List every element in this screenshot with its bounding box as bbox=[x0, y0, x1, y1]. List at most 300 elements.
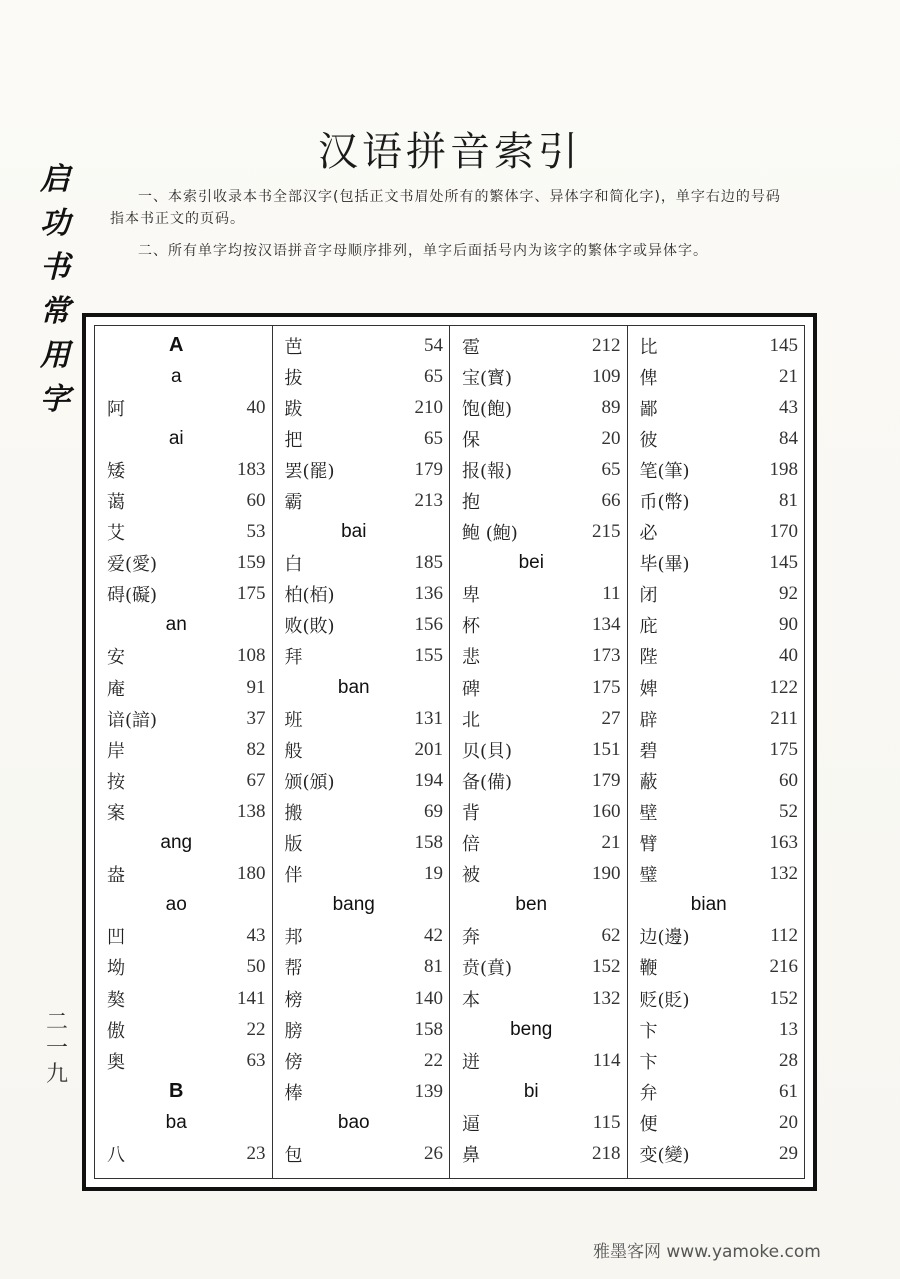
index-entry bbox=[462, 1045, 621, 1076]
intro-paragraph: 二、所有单字均按汉语拼音字母顺序排列，单字后面括号内为该字的繁体字或异体字。 bbox=[138, 243, 708, 259]
index-entry-char: 鲍 (鮑) bbox=[462, 523, 518, 545]
index-entry-page: 179 bbox=[414, 458, 443, 480]
index-entry bbox=[285, 454, 444, 485]
index-entry-char: 榜 bbox=[284, 989, 303, 1011]
index-entry-char: 雹 bbox=[462, 336, 480, 358]
index-entry-char: 班 bbox=[284, 709, 303, 731]
index-entry bbox=[462, 703, 621, 734]
index-entry bbox=[462, 423, 621, 454]
index-entry bbox=[285, 361, 444, 392]
index-entry-char: 杯 bbox=[462, 616, 480, 638]
index-entry-page: 54 bbox=[424, 334, 443, 356]
index-entry bbox=[462, 983, 621, 1014]
index-entry-page: 155 bbox=[414, 645, 443, 667]
index-entry-char: 笔(筆) bbox=[639, 460, 690, 482]
index-entry-page: 112 bbox=[770, 925, 798, 947]
index-entry-char: 彼 bbox=[639, 429, 658, 451]
side-title bbox=[38, 158, 72, 422]
index-entry bbox=[640, 423, 799, 454]
index-entry bbox=[285, 610, 444, 641]
index-entry-char: 迸 bbox=[462, 1051, 480, 1073]
index-entry-char: 庇 bbox=[639, 616, 658, 638]
index-entry bbox=[462, 517, 621, 548]
index-entry-page: 145 bbox=[769, 552, 798, 574]
index-entry-page: 132 bbox=[769, 863, 798, 885]
index-entry-char: 傲 bbox=[107, 1020, 125, 1042]
index-pinyin-heading: bao bbox=[337, 1111, 370, 1133]
index-entry-page: 37 bbox=[246, 707, 266, 729]
index-entry-page: 211 bbox=[770, 707, 798, 729]
index-entry-page: 175 bbox=[592, 676, 621, 698]
index-entry-page: 43 bbox=[246, 925, 266, 947]
index-entry-char: 爱(愛) bbox=[107, 554, 158, 576]
index-entry-char: 獒 bbox=[107, 989, 125, 1011]
index-table bbox=[94, 325, 805, 1179]
index-entry-char: 跋 bbox=[284, 398, 303, 420]
index-pinyin-heading: bi bbox=[523, 1080, 539, 1102]
index-entry bbox=[107, 517, 266, 548]
index-entry bbox=[285, 1138, 444, 1169]
index-entry-page: 19 bbox=[424, 863, 443, 885]
side-title-char: 功 bbox=[40, 206, 70, 241]
index-entry-char: 卞 bbox=[639, 1020, 658, 1042]
index-entry-page: 218 bbox=[592, 1142, 621, 1164]
index-entry-page: 90 bbox=[779, 614, 798, 636]
index-entry-page: 23 bbox=[246, 1142, 266, 1164]
index-entry bbox=[107, 734, 266, 765]
index-entry-char: 保 bbox=[462, 429, 480, 451]
index-entry-char: 币(幣) bbox=[639, 492, 690, 514]
index-entry-char: 阿 bbox=[107, 398, 125, 420]
index-entry bbox=[285, 983, 444, 1014]
index-entry bbox=[640, 641, 799, 672]
index-entry-page: 89 bbox=[601, 396, 621, 418]
index-entry-page: 22 bbox=[424, 1049, 443, 1071]
index-entry bbox=[462, 579, 621, 610]
index-entry-page: 82 bbox=[246, 738, 266, 760]
index-entry bbox=[640, 796, 799, 827]
index-entry bbox=[107, 921, 266, 952]
index-entry bbox=[285, 423, 444, 454]
index-pinyin-heading: ben bbox=[515, 894, 548, 916]
index-entry-char: 邦 bbox=[284, 927, 303, 949]
index-entry-page: 21 bbox=[601, 832, 621, 854]
index-entry bbox=[462, 734, 621, 765]
index-entry-page: 43 bbox=[779, 396, 798, 418]
index-entry-page: 42 bbox=[424, 925, 443, 947]
index-entry bbox=[107, 548, 266, 579]
index-entry-char: 闭 bbox=[639, 585, 658, 607]
index-entry-char: 毕(畢) bbox=[639, 554, 690, 576]
index-entry bbox=[640, 921, 799, 952]
index-entry-page: 92 bbox=[779, 583, 798, 605]
index-entry-char: 颁(頒) bbox=[284, 771, 335, 793]
index-entry bbox=[107, 1045, 266, 1076]
index-entry-char: 包 bbox=[284, 1144, 303, 1166]
index-entry-char: 安 bbox=[107, 647, 125, 669]
index-entry-char: 案 bbox=[107, 802, 125, 824]
index-entry bbox=[462, 1107, 621, 1138]
index-column bbox=[627, 326, 805, 1178]
index-entry-char: 拜 bbox=[284, 647, 303, 669]
index-entry-page: 109 bbox=[592, 365, 621, 387]
index-entry-page: 185 bbox=[414, 552, 443, 574]
index-entry-char: 鞭 bbox=[639, 958, 658, 980]
index-entry-char: 庵 bbox=[107, 678, 125, 700]
index-entry-page: 139 bbox=[414, 1080, 443, 1102]
index-entry-char: 本 bbox=[462, 989, 480, 1011]
index-entry-page: 65 bbox=[424, 427, 443, 449]
index-entry-page: 20 bbox=[601, 427, 621, 449]
index-pinyin-heading: ao bbox=[165, 894, 187, 916]
index-entry-page: 156 bbox=[414, 614, 443, 636]
index-entry-char: 备(備) bbox=[462, 771, 513, 793]
index-entry-char: 逼 bbox=[462, 1113, 480, 1135]
index-pinyin-heading: an bbox=[165, 614, 187, 636]
index-entry-page: 60 bbox=[779, 769, 798, 791]
index-entry-char: 拔 bbox=[284, 367, 303, 389]
index-entry-page: 28 bbox=[779, 1049, 798, 1071]
index-entry-char: 卞 bbox=[639, 1051, 658, 1073]
index-entry bbox=[640, 548, 799, 579]
index-entry bbox=[285, 1045, 444, 1076]
side-title-char: 字 bbox=[40, 382, 70, 417]
index-entry-char: 宝(寳) bbox=[462, 367, 513, 389]
index-entry-char: 背 bbox=[462, 802, 480, 824]
index-entry bbox=[462, 952, 621, 983]
index-entry-char: 帮 bbox=[284, 958, 303, 980]
index-entry-char: 碑 bbox=[462, 678, 480, 700]
index-entry bbox=[640, 1107, 799, 1138]
index-entry bbox=[107, 392, 266, 423]
index-entry bbox=[107, 703, 266, 734]
index-pinyin-heading: bai bbox=[341, 521, 367, 543]
index-entry bbox=[285, 703, 444, 734]
index-entry-char: 搬 bbox=[284, 802, 303, 824]
index-entry-char: 臂 bbox=[639, 834, 658, 856]
index-letter-heading: A bbox=[169, 334, 184, 357]
index-entry bbox=[640, 859, 799, 890]
index-entry-char: 边(邊) bbox=[639, 927, 690, 949]
side-title-char: 用 bbox=[40, 338, 70, 373]
index-entry-char: 谙(諳) bbox=[107, 709, 158, 731]
index-column bbox=[449, 326, 627, 1178]
index-entry-char: 俾 bbox=[639, 367, 658, 389]
index-entry-char: 蔽 bbox=[639, 771, 658, 793]
index-entry-page: 152 bbox=[769, 987, 798, 1009]
index-entry-page: 212 bbox=[592, 334, 621, 356]
index-entry-page: 180 bbox=[237, 863, 266, 885]
index-entry bbox=[285, 765, 444, 796]
index-entry bbox=[462, 796, 621, 827]
index-entry-page: 40 bbox=[779, 645, 798, 667]
index-entry-page: 20 bbox=[779, 1111, 798, 1133]
index-entry-char: 被 bbox=[462, 865, 480, 887]
index-entry-char: 卑 bbox=[462, 585, 480, 607]
index-entry-page: 69 bbox=[424, 800, 443, 822]
index-pinyin-heading: ban bbox=[337, 676, 370, 698]
index-entry bbox=[640, 765, 799, 796]
index-entry-char: 膀 bbox=[284, 1020, 303, 1042]
index-entry-char: 辟 bbox=[639, 709, 658, 731]
index-entry-page: 213 bbox=[414, 490, 443, 512]
index-entry-char: 饱(飽) bbox=[462, 398, 513, 420]
index-entry-char: 凹 bbox=[107, 927, 125, 949]
index-entry bbox=[285, 734, 444, 765]
index-entry bbox=[640, 952, 799, 983]
index-entry-page: 115 bbox=[592, 1111, 621, 1133]
index-entry-char: 变(變) bbox=[639, 1144, 690, 1166]
index-entry-char: 便 bbox=[639, 1113, 658, 1135]
index-entry bbox=[462, 610, 621, 641]
index-entry bbox=[640, 672, 799, 703]
index-entry-page: 84 bbox=[779, 427, 798, 449]
index-entry-page: 158 bbox=[414, 832, 443, 854]
index-entry-char: 坳 bbox=[107, 958, 125, 980]
side-title-char: 书 bbox=[40, 250, 70, 285]
index-entry-page: 194 bbox=[414, 769, 443, 791]
index-entry-page: 170 bbox=[769, 521, 798, 543]
index-entry-char: 贬(貶) bbox=[639, 989, 690, 1011]
index-entry bbox=[640, 983, 799, 1014]
index-entry-char: 贲(賁) bbox=[462, 958, 513, 980]
index-entry-page: 66 bbox=[601, 490, 621, 512]
index-entry-page: 190 bbox=[592, 863, 621, 885]
index-entry-page: 63 bbox=[246, 1049, 266, 1071]
index-entry-page: 62 bbox=[601, 925, 621, 947]
index-entry bbox=[462, 672, 621, 703]
index-entry-char: 报(報) bbox=[462, 460, 513, 482]
index-entry bbox=[107, 579, 266, 610]
index-entry bbox=[462, 1138, 621, 1169]
index-entry bbox=[107, 485, 266, 516]
index-entry-page: 65 bbox=[424, 365, 443, 387]
index-entry-page: 210 bbox=[414, 396, 443, 418]
index-entry-page: 91 bbox=[246, 676, 266, 698]
index-entry-page: 26 bbox=[424, 1142, 443, 1164]
index-entry bbox=[462, 859, 621, 890]
index-entry-page: 114 bbox=[592, 1049, 621, 1071]
index-entry-page: 22 bbox=[246, 1018, 266, 1040]
index-entry bbox=[640, 454, 799, 485]
index-entry bbox=[462, 392, 621, 423]
index-letter-heading: B bbox=[169, 1080, 184, 1103]
index-entry bbox=[285, 392, 444, 423]
index-entry bbox=[462, 454, 621, 485]
index-entry bbox=[285, 485, 444, 516]
index-pinyin-heading: a bbox=[170, 365, 182, 387]
index-entry-page: 40 bbox=[246, 396, 266, 418]
index-entry-page: 50 bbox=[246, 956, 266, 978]
index-column bbox=[272, 326, 450, 1178]
index-entry-char: 盎 bbox=[107, 865, 125, 887]
index-entry-char: 璧 bbox=[639, 865, 658, 887]
index-entry-page: 65 bbox=[601, 458, 621, 480]
index-entry-page: 151 bbox=[592, 738, 621, 760]
index-entry bbox=[640, 517, 799, 548]
index-entry-char: 艾 bbox=[107, 523, 125, 545]
index-entry bbox=[640, 392, 799, 423]
index-column bbox=[95, 326, 272, 1178]
index-entry-page: 61 bbox=[779, 1080, 798, 1102]
index-pinyin-heading: bei bbox=[518, 552, 544, 574]
index-entry-page: 81 bbox=[779, 490, 798, 512]
index-entry bbox=[285, 796, 444, 827]
index-entry-page: 60 bbox=[246, 490, 266, 512]
index-entry-char: 芭 bbox=[284, 336, 303, 358]
index-entry-page: 216 bbox=[769, 956, 798, 978]
index-pinyin-heading: bian bbox=[690, 894, 727, 916]
index-entry-char: 傍 bbox=[284, 1051, 303, 1073]
index-entry-page: 81 bbox=[424, 956, 443, 978]
index-entry-char: 必 bbox=[639, 523, 658, 545]
index-entry-char: 奥 bbox=[107, 1051, 125, 1073]
index-entry-char: 蔼 bbox=[107, 492, 125, 514]
side-title-char: 启 bbox=[40, 162, 70, 197]
index-entry-char: 弁 bbox=[639, 1082, 658, 1104]
index-entry bbox=[107, 796, 266, 827]
index-pinyin-heading: ang bbox=[160, 832, 193, 854]
index-entry-page: 138 bbox=[237, 800, 266, 822]
index-table-frame bbox=[82, 313, 817, 1191]
index-entry bbox=[285, 952, 444, 983]
index-entry bbox=[640, 579, 799, 610]
index-entry bbox=[462, 765, 621, 796]
index-entry bbox=[107, 1014, 266, 1045]
index-entry-char: 悲 bbox=[462, 647, 480, 669]
index-pinyin-heading: ba bbox=[165, 1111, 187, 1133]
index-entry-page: 108 bbox=[237, 645, 266, 667]
index-entry-page: 145 bbox=[769, 334, 798, 356]
index-entry bbox=[640, 1076, 799, 1107]
index-entry bbox=[462, 641, 621, 672]
index-entry-char: 按 bbox=[107, 771, 125, 793]
index-entry-page: 52 bbox=[779, 800, 798, 822]
index-entry bbox=[107, 983, 266, 1014]
index-entry-char: 抱 bbox=[462, 492, 480, 514]
index-entry-char: 矮 bbox=[107, 460, 125, 482]
index-pinyin-heading: beng bbox=[510, 1018, 553, 1040]
index-entry-char: 北 bbox=[462, 709, 480, 731]
index-entry-char: 鼻 bbox=[462, 1144, 480, 1166]
page-number-char: 二 bbox=[45, 1010, 68, 1035]
index-entry-page: 175 bbox=[769, 738, 798, 760]
index-entry-char: 般 bbox=[284, 740, 303, 762]
index-entry-char: 伴 bbox=[284, 865, 303, 887]
index-entry-page: 21 bbox=[779, 365, 798, 387]
index-entry-char: 鄙 bbox=[639, 398, 658, 420]
index-entry bbox=[107, 952, 266, 983]
index-entry bbox=[107, 641, 266, 672]
index-entry-page: 179 bbox=[592, 769, 621, 791]
index-entry-page: 136 bbox=[414, 583, 443, 605]
index-entry-page: 183 bbox=[237, 458, 266, 480]
index-entry-page: 13 bbox=[779, 1018, 798, 1040]
intro-paragraph: 一、本索引收录本书全部汉字(包括正文书眉处所有的繁体字、异体字和简化字)，单字右边的号码指本书正文的页码。 bbox=[110, 189, 781, 227]
index-entry bbox=[285, 828, 444, 859]
index-entry-char: 奔 bbox=[462, 927, 480, 949]
index-entry bbox=[640, 361, 799, 392]
index-entry-page: 159 bbox=[237, 552, 266, 574]
page-number bbox=[42, 1010, 72, 1088]
index-entry-page: 132 bbox=[592, 987, 621, 1009]
index-entry-page: 158 bbox=[414, 1018, 443, 1040]
page-title: 汉语拼音索引 bbox=[318, 129, 582, 175]
index-entry-page: 215 bbox=[592, 521, 621, 543]
index-entry bbox=[640, 330, 799, 361]
index-entry bbox=[462, 828, 621, 859]
index-pinyin-heading: ai bbox=[168, 427, 184, 449]
index-entry bbox=[285, 579, 444, 610]
index-entry-page: 122 bbox=[769, 676, 798, 698]
index-entry-page: 27 bbox=[601, 707, 621, 729]
index-entry-char: 败(敗) bbox=[284, 616, 335, 638]
index-entry bbox=[285, 921, 444, 952]
index-entry-char: 八 bbox=[107, 1144, 125, 1166]
index-entry-page: 67 bbox=[246, 769, 266, 791]
index-entry-page: 152 bbox=[592, 956, 621, 978]
watermark: 雅墨客网 www.yamoke.com bbox=[593, 1242, 821, 1262]
index-entry-page: 131 bbox=[414, 707, 443, 729]
index-entry bbox=[640, 1045, 799, 1076]
index-entry bbox=[107, 1138, 266, 1169]
index-entry-char: 比 bbox=[639, 336, 658, 358]
index-entry-char: 版 bbox=[284, 834, 303, 856]
index-entry-page: 11 bbox=[602, 583, 621, 605]
index-entry bbox=[285, 859, 444, 890]
index-entry-page: 163 bbox=[769, 832, 798, 854]
index-entry-char: 白 bbox=[284, 554, 303, 576]
index-entry bbox=[285, 1076, 444, 1107]
index-entry-char: 棒 bbox=[284, 1082, 303, 1104]
index-entry-char: 柏(栢) bbox=[284, 585, 335, 607]
index-entry-char: 倍 bbox=[462, 834, 480, 856]
index-entry-page: 173 bbox=[592, 645, 621, 667]
index-entry bbox=[640, 485, 799, 516]
index-entry bbox=[107, 859, 266, 890]
index-entry bbox=[107, 454, 266, 485]
index-entry-char: 壁 bbox=[639, 802, 658, 824]
index-entry bbox=[640, 1138, 799, 1169]
index-entry bbox=[640, 1014, 799, 1045]
index-entry-page: 53 bbox=[246, 521, 266, 543]
index-entry-page: 198 bbox=[769, 458, 798, 480]
index-entry-char: 岸 bbox=[107, 740, 125, 762]
index-entry-page: 160 bbox=[592, 800, 621, 822]
index-entry-page: 134 bbox=[592, 614, 621, 636]
index-entry bbox=[285, 330, 444, 361]
index-entry-page: 201 bbox=[414, 738, 443, 760]
index-entry-page: 29 bbox=[779, 1142, 798, 1164]
index-entry bbox=[462, 361, 621, 392]
index-entry bbox=[640, 703, 799, 734]
index-entry bbox=[285, 1014, 444, 1045]
index-entry-char: 霸 bbox=[284, 492, 303, 514]
index-entry-char: 婢 bbox=[639, 678, 658, 700]
index-entry-char: 贝(貝) bbox=[462, 740, 513, 762]
index-entry-page: 175 bbox=[237, 583, 266, 605]
index-entry bbox=[462, 921, 621, 952]
index-entry-char: 陛 bbox=[639, 647, 658, 669]
index-entry bbox=[462, 485, 621, 516]
page-number-char: 九 bbox=[45, 1062, 68, 1087]
side-title-char: 常 bbox=[40, 294, 70, 329]
index-entry bbox=[640, 828, 799, 859]
intro-text bbox=[110, 186, 790, 272]
index-entry-page: 141 bbox=[237, 987, 266, 1009]
index-entry-char: 碧 bbox=[639, 740, 658, 762]
index-entry bbox=[462, 330, 621, 361]
